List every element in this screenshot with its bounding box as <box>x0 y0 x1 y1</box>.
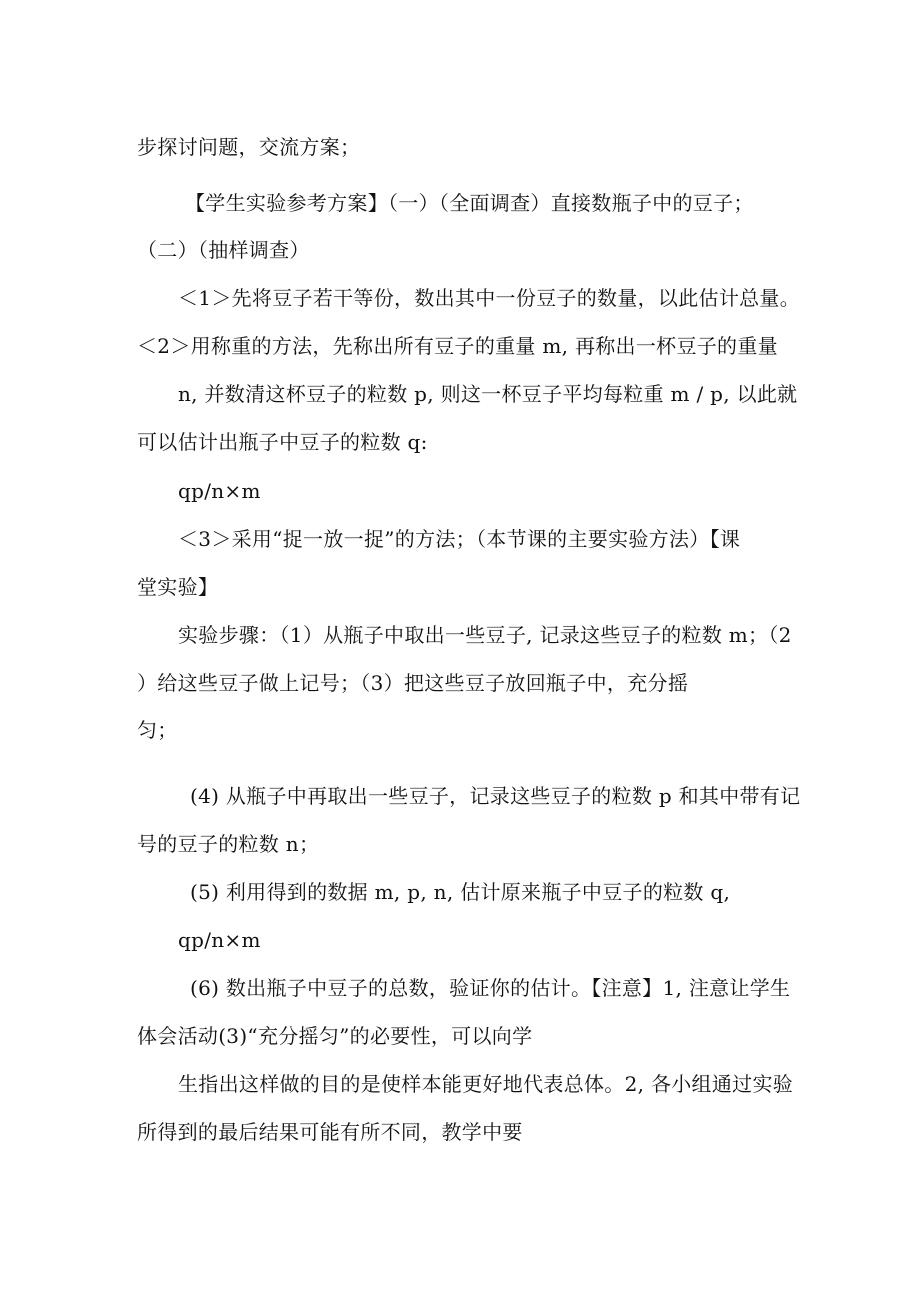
text-line-7: 可以估计出瓶子中豆子的粒数 q: <box>137 430 428 454</box>
text-line-6: n, 并数清这杯豆子的粒数 p, 则这一杯豆子平均每粒重 m / p, 以此就 <box>178 382 798 406</box>
text-line-14: 号的豆子的粒数 n； <box>137 832 320 856</box>
text-line-19: 所得到的最后结果可能有所不同，教学中要 <box>137 1120 523 1144</box>
text-line-4: ＜1＞先将豆子若干等份，数出其中一份豆子的数量，以此估计总量。 <box>178 286 801 310</box>
text-line-9: 堂实验】 <box>137 575 219 599</box>
text-line-18: 生指出这样做的目的是使样本能更好地代表总体。2, 各小组通过实验 <box>178 1072 794 1096</box>
formula-line-1: qp/n×m <box>178 479 261 503</box>
text-line-16: (6) 数出瓶子中豆子的总数，验证你的估计。【注意】1, 注意让学生 <box>190 976 791 1000</box>
text-line-11: ）给这些豆子做上记号；（3）把这些豆子放回瓶子中，充分摇 <box>137 671 689 695</box>
text-line-1: 步探讨问题，交流方案； <box>137 135 361 159</box>
text-line-10: 实验步骤：（1）从瓶子中取出一些豆子, 记录这些豆子的粒数 m；（2 <box>178 623 792 647</box>
text-line-15: (5) 利用得到的数据 m, p, n, 估计原来瓶子中豆子的粒数 q, <box>190 880 731 904</box>
text-line-2: 【学生实验参考方案】（一）（全面调查）直接数瓶子中的豆子； <box>185 191 754 215</box>
text-line-12: 匀； <box>137 718 178 742</box>
text-line-5: ＜2＞用称重的方法，先称出所有豆子的重量 m, 再称出一杯豆子的重量 <box>137 334 778 358</box>
text-line-3: （二）（抽样调查） <box>137 238 310 262</box>
text-line-8: ＜3＞采用“捉一放一捉”的方法；（本节课的主要实验方法）【课 <box>178 527 741 551</box>
text-line-13: (4) 从瓶子中再取出一些豆子，记录这些豆子的粒数 p 和其中带有记 <box>190 784 801 808</box>
text-line-17: 体会活动(3)“充分摇匀”的必要性，可以向学 <box>137 1024 533 1048</box>
formula-line-2: qp/n×m <box>178 928 261 952</box>
